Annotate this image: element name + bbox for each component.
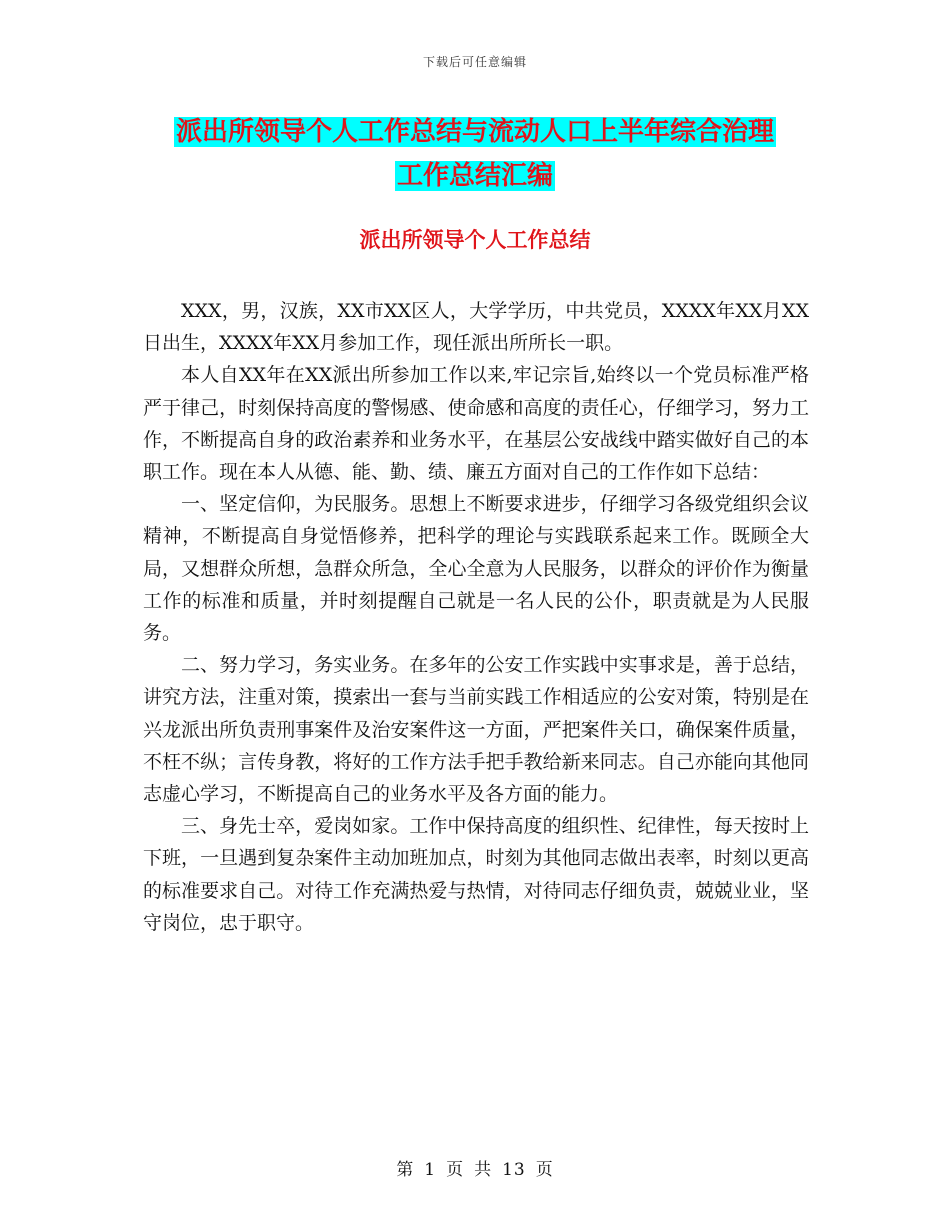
paragraph: 三、身先士卒，爱岗如家。工作中保持高度的组织性、纪律性，每天按时上下班，一旦遇到复杂案件主动加班加点，时刻为其他同志做出表率，时刻以更高的标准要求自己。对待工作充满热爱与热情，对待同志仔细负责，兢兢业业，坚守岗位，忠于职守。 xyxy=(143,815,809,934)
document-title xyxy=(0,110,950,198)
footer-suffix: 页 xyxy=(535,1160,554,1180)
title-line-2: 工作总结汇编 xyxy=(396,161,553,191)
page-footer xyxy=(0,1155,950,1180)
title-line-1: 派出所领导个人工作总结与流动人口上半年综合治理 xyxy=(175,117,774,147)
current-page-number: 1 xyxy=(424,1160,437,1180)
section-title: 派出所领导个人工作总结 xyxy=(359,228,591,252)
paragraph: 一、坚定信仰，为民服务。思想上不断要求进步，仔细学习各级党组织会议精神，不断提高自身觉悟修养，把科学的理论与实践联系起来工作。既顾全大局，又想群众所想，急群众所急，全心全意为人民服务，以群众的评价作为衡量工作的标准和质量，并时刻提醒自己就是一名人民的公仆，职责就是为人民服务。 xyxy=(143,493,809,645)
paragraph: 二、努力学习，务实业务。在多年的公安工作实践中实事求是，善于总结，讲究方法，注重对策，摸索出一套与当前实践工作相适应的公安对策，特别是在兴龙派出所负责刑事案件及治安案件这一方面，严把案件关口，确保案件质量，不枉不纵；言传身教，将好的工作方法手把手教给新来同志。自己亦能向其他同志虚心学习，不断提高自己的业务水平及各方面的能力。 xyxy=(143,654,809,806)
body-text xyxy=(143,295,809,939)
header-note: 下载后可任意编辑 xyxy=(422,55,527,69)
footer-total-label: 共 xyxy=(474,1160,493,1180)
total-pages-number: 13 xyxy=(502,1160,526,1180)
paragraph: 本人自XX年在XX派出所参加工作以来,牢记宗旨,始终以一个党员标准严格严于律己，时刻保持高度的警惕感、使命感和高度的责任心，仔细学习，努力工作，不断提高自身的政治素养和业务水平，在基层公安战线中踏实做好自己的本职工作。现在本人从德、能、勤、绩、廉五方面对自己的工作作如下总结： xyxy=(143,364,809,484)
footer-prefix: 第 xyxy=(396,1160,415,1180)
footer-page-label: 页 xyxy=(446,1160,465,1180)
paragraph: XXX，男，汉族，XX市XX区人，大学学历，中共党员，XXXX年XX月XX日出生，XXXX年XX月参加工作，现任派出所所长一职。 xyxy=(143,300,809,355)
